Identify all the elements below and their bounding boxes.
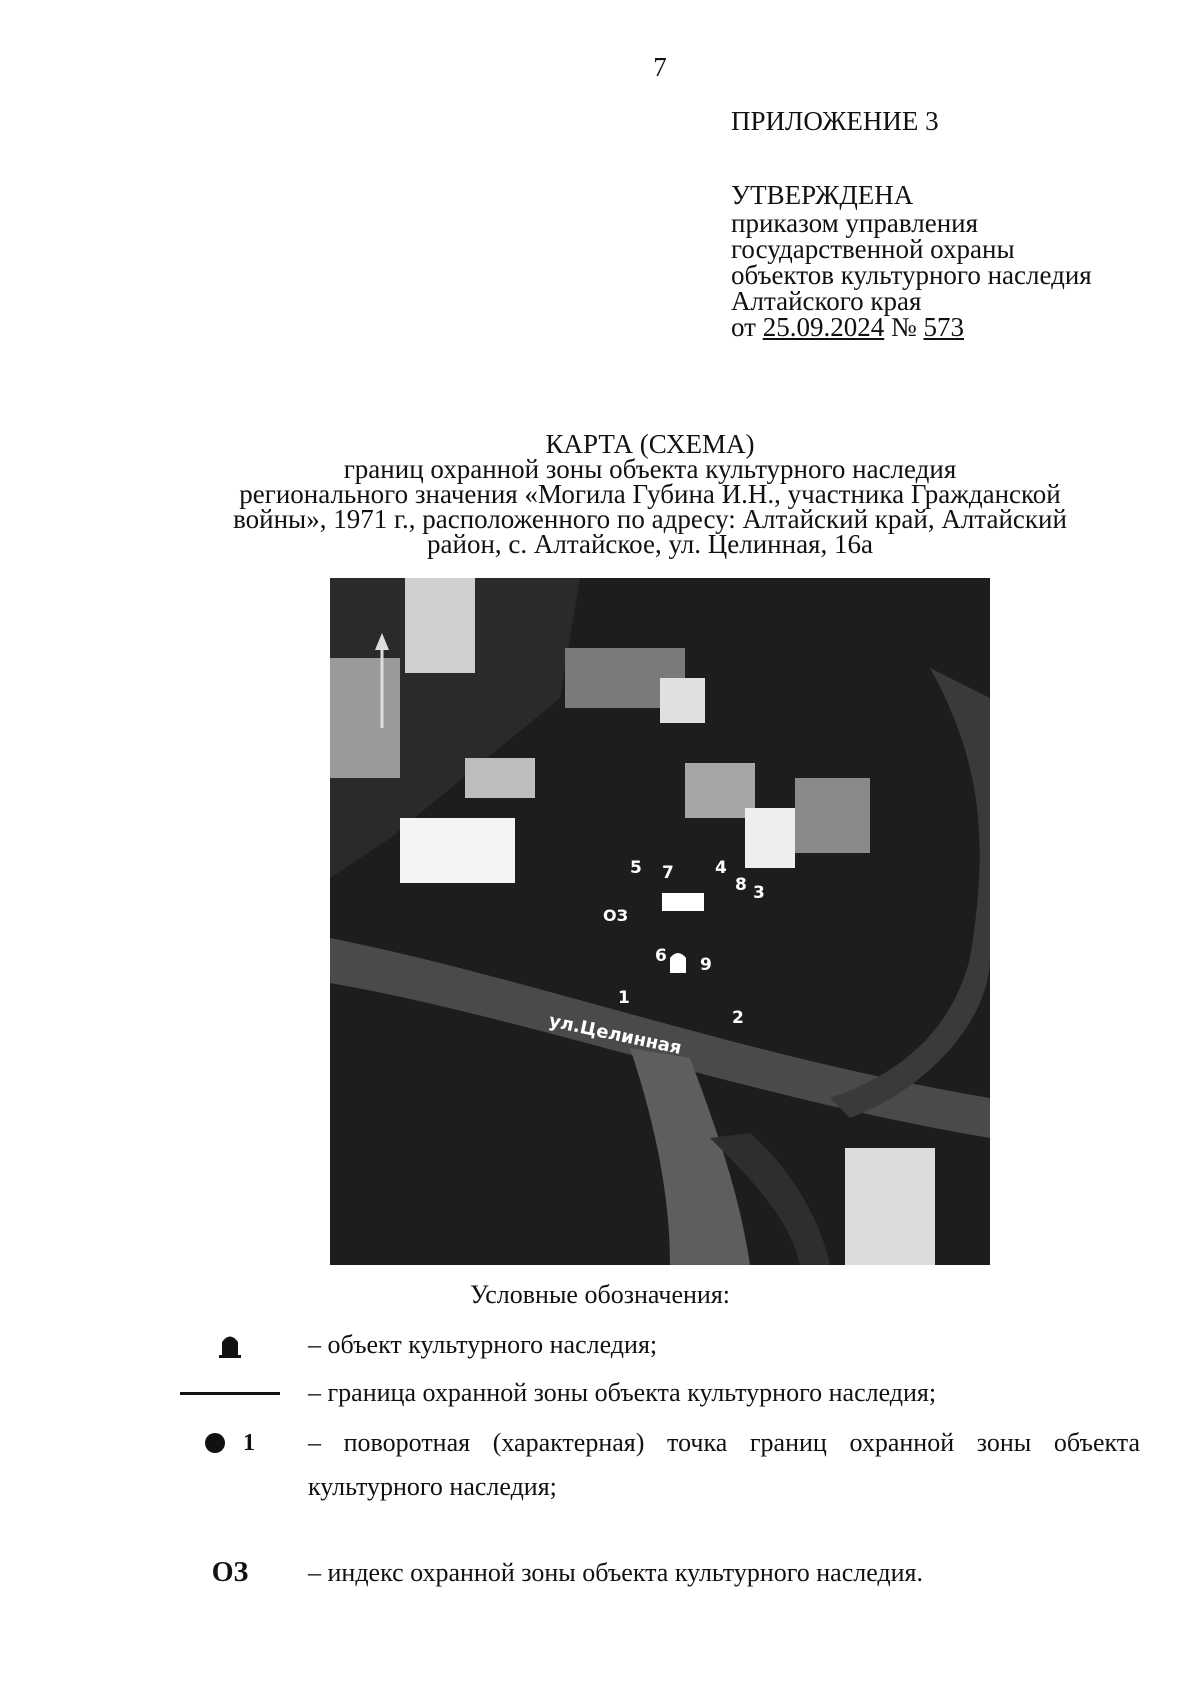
point-4: 4 — [715, 858, 727, 878]
monument-icon — [160, 1323, 300, 1367]
turning-point-label: 1 — [243, 1430, 255, 1456]
legend-title: Условные обозначения: — [469, 1280, 731, 1309]
page-number: 7 — [653, 52, 667, 82]
monument-site — [662, 893, 704, 911]
heading-line: район, с. Алтайское, ул. Целинная, 16а — [427, 529, 873, 559]
legend-text: – индекс охранной зоны объекта культурного наследия. — [308, 1558, 924, 1587]
building — [845, 1148, 935, 1265]
order-number-sign: № — [890, 312, 917, 342]
order-line — [731, 314, 1092, 340]
aerial-map-image — [330, 578, 990, 1265]
appendix-label: ПРИЛОЖЕНИЕ 3 — [731, 106, 939, 136]
building — [795, 778, 870, 853]
point-9: 9 — [700, 955, 712, 975]
point-8: 8 — [735, 875, 747, 895]
trees — [330, 658, 400, 778]
order-number: 573 — [923, 312, 964, 342]
aerial-map — [330, 578, 990, 1265]
map-heading — [150, 429, 1150, 559]
boundary-line-icon — [160, 1371, 300, 1415]
heading-line: границ охранной зоны объекта культурного наследия — [343, 454, 957, 484]
map-title: КАРТА (СХЕМА) — [545, 429, 755, 459]
approval-line: объектов культурного наследия — [731, 260, 1092, 290]
order-date: 25.09.2024 — [762, 312, 885, 342]
turning-point-icon — [160, 1421, 300, 1465]
approval-line: государственной охраны — [731, 234, 1015, 264]
building — [465, 758, 535, 798]
point-1: 1 — [618, 988, 630, 1008]
point-6: 6 — [655, 946, 667, 966]
monument-icon — [670, 953, 686, 973]
approval-line: приказом управления — [731, 208, 979, 238]
building — [400, 818, 515, 883]
point-2: 2 — [732, 1008, 744, 1028]
approval-block — [731, 108, 1092, 340]
zone-index-label: ОЗ — [603, 906, 628, 925]
building — [685, 763, 755, 818]
point-3: 3 — [753, 883, 765, 903]
heading-line: войны», 1971 г., расположенного по адресу: Алтайский край, Алтайский — [233, 504, 1067, 534]
legend-text: – граница охранной зоны объекта культурного наследия; — [308, 1378, 937, 1407]
zone-index-symbol: ОЗ — [211, 1557, 249, 1588]
order-prefix: от — [731, 312, 756, 342]
approved-label: УТВЕРЖДЕНА — [731, 180, 914, 210]
building — [745, 808, 795, 868]
street-label: ул.Целинная — [546, 1010, 684, 1059]
point-7: 7 — [662, 863, 674, 883]
building — [405, 578, 475, 673]
approval-line: Алтайского края — [731, 286, 922, 316]
legend-text: – поворотная (характерная) точка границ охранной зоны объекта культурного наследия; — [308, 1428, 1140, 1501]
building — [660, 678, 705, 723]
legend-text: – объект культурного наследия; — [308, 1330, 658, 1359]
point-5: 5 — [630, 858, 642, 878]
heading-line: регионального значения «Могила Губина И.Н., участника Гражданской — [239, 479, 1061, 509]
